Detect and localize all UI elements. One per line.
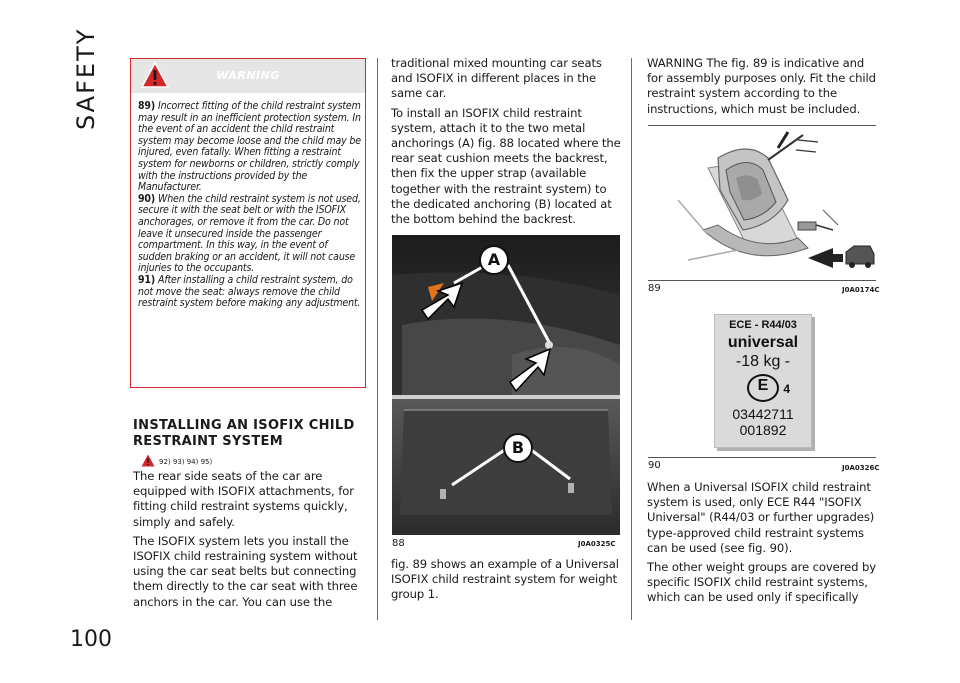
figure-90-rule	[648, 457, 876, 458]
figure-89-image	[648, 130, 876, 278]
column-divider	[631, 58, 632, 620]
column-3-intro	[647, 56, 879, 121]
ece-label	[714, 314, 812, 448]
label-a: A	[487, 250, 501, 269]
figure-89-bottom-rule	[648, 280, 876, 281]
warning-item	[138, 101, 363, 194]
warning-header	[131, 59, 365, 93]
warning-title: WARNING	[216, 69, 280, 82]
warning-item	[138, 194, 363, 275]
label-b-circle	[503, 433, 533, 463]
page-number: 100	[70, 627, 112, 652]
ece-universal: universal	[727, 334, 799, 351]
warning-reference-numbers: 92) 93) 94) 95)	[159, 458, 213, 466]
paragraph: The ISOFIX system lets you install the ISOFIX child restraining system without using the car seat belts but connecting them directly to the car seat with three anchors in the car. You can use the	[133, 533, 358, 609]
figure-88-number: 88	[392, 538, 405, 549]
warning-item-text: When the child restraint system is not used, secure it with the seat belt or with the ISOFIX anchorages, or remove it from the car. Do not leave it unsecured inside the passenger compartment. In this way, in the event of sudden braking or an accident, it will not cause injuries to the occupants.	[138, 192, 361, 275]
figure-89-code: J0A0174C	[842, 286, 880, 294]
warning-item-number: 90)	[138, 192, 156, 205]
e-mark	[747, 374, 790, 402]
figure-89-number: 89	[648, 283, 661, 294]
e-mark-letter: E	[757, 377, 769, 394]
column-2-text	[391, 56, 623, 231]
paragraph: WARNING The fig. 89 is indicative and for assembly purposes only. Fit the child restraint system according to the instructions, which must be included.	[647, 56, 876, 116]
section-heading: INSTALLING AN ISOFIX CHILD RESTRAINT SYSTEM	[133, 418, 355, 449]
section-title: SAFETY	[72, 27, 100, 130]
warning-item-number: 89)	[138, 100, 156, 112]
paragraph: To install an ISOFIX child restraint system, attach it to the two metal anchorings (A) fig. 88 located where the rear seat cushion meets the backrest, then fix the upper strap (available together with the restraint system) to the dedicated anchoring (B) located at the bottom behind the backrest.	[391, 105, 621, 227]
warning-item-text: Incorrect fitting of the child restraint system may result in an inefficient protection system. In the event of an accident the child restraint system may become loose and the child may be injured, even fatally. When fitting a restraint system for newborns or children, strictly comply with the instructions provided by the Manufacturer.	[138, 100, 361, 194]
warning-body	[138, 101, 363, 310]
approval-number: 03442711	[732, 406, 794, 422]
warning-item-text: After installing a child restraint system, do not move the seat: always remove the child restraint system before making any adjustment.	[138, 273, 361, 310]
paragraph: The other weight groups are covered by specific ISOFIX child restraint systems, which can be used only if specifically	[647, 560, 876, 605]
figure-89-rule	[648, 125, 876, 126]
label-a-circle	[479, 245, 509, 275]
e-mark-country: 4	[783, 382, 790, 396]
column-3-text	[647, 480, 879, 610]
figure-90-number: 90	[648, 460, 661, 471]
figure-90-code: J0A0326C	[842, 464, 880, 472]
serial-number: 001892	[739, 422, 787, 438]
paragraph: fig. 89 shows an example of a Universal ISOFIX child restraint system for weight group 1.	[391, 557, 619, 602]
warning-item	[138, 275, 363, 310]
ece-regulation: ECE - R44/03	[729, 319, 797, 331]
seat-photo	[392, 235, 620, 535]
paragraph: traditional mixed mounting car seats and ISOFIX in different places in the same car.	[391, 56, 602, 101]
warning-box	[130, 58, 366, 388]
child-seat-drawing	[648, 130, 876, 278]
warning-triangle-icon	[141, 454, 155, 467]
paragraph: The rear side seats of the car are equipped with ISOFIX attachments, for fitting child restraint systems quickly, simply and safely.	[133, 469, 354, 529]
column-1-text	[133, 469, 369, 614]
paragraph: When a Universal ISOFIX child restraint system is used, only ECE R44 "ISOFIX Universal" (R44/03 or further upgrades) type-approved child restraint systems can be used (see fig. 90).	[647, 480, 875, 555]
figure-88-code: J0A0325C	[578, 540, 616, 548]
column-divider	[377, 58, 378, 620]
figure-88-image	[392, 235, 620, 535]
column-2-caption-text	[391, 557, 623, 607]
figure-90-image	[648, 304, 876, 456]
label-b: B	[511, 438, 525, 457]
warning-item-number: 91)	[138, 273, 156, 286]
ece-weight: -18 kg -	[735, 353, 791, 370]
